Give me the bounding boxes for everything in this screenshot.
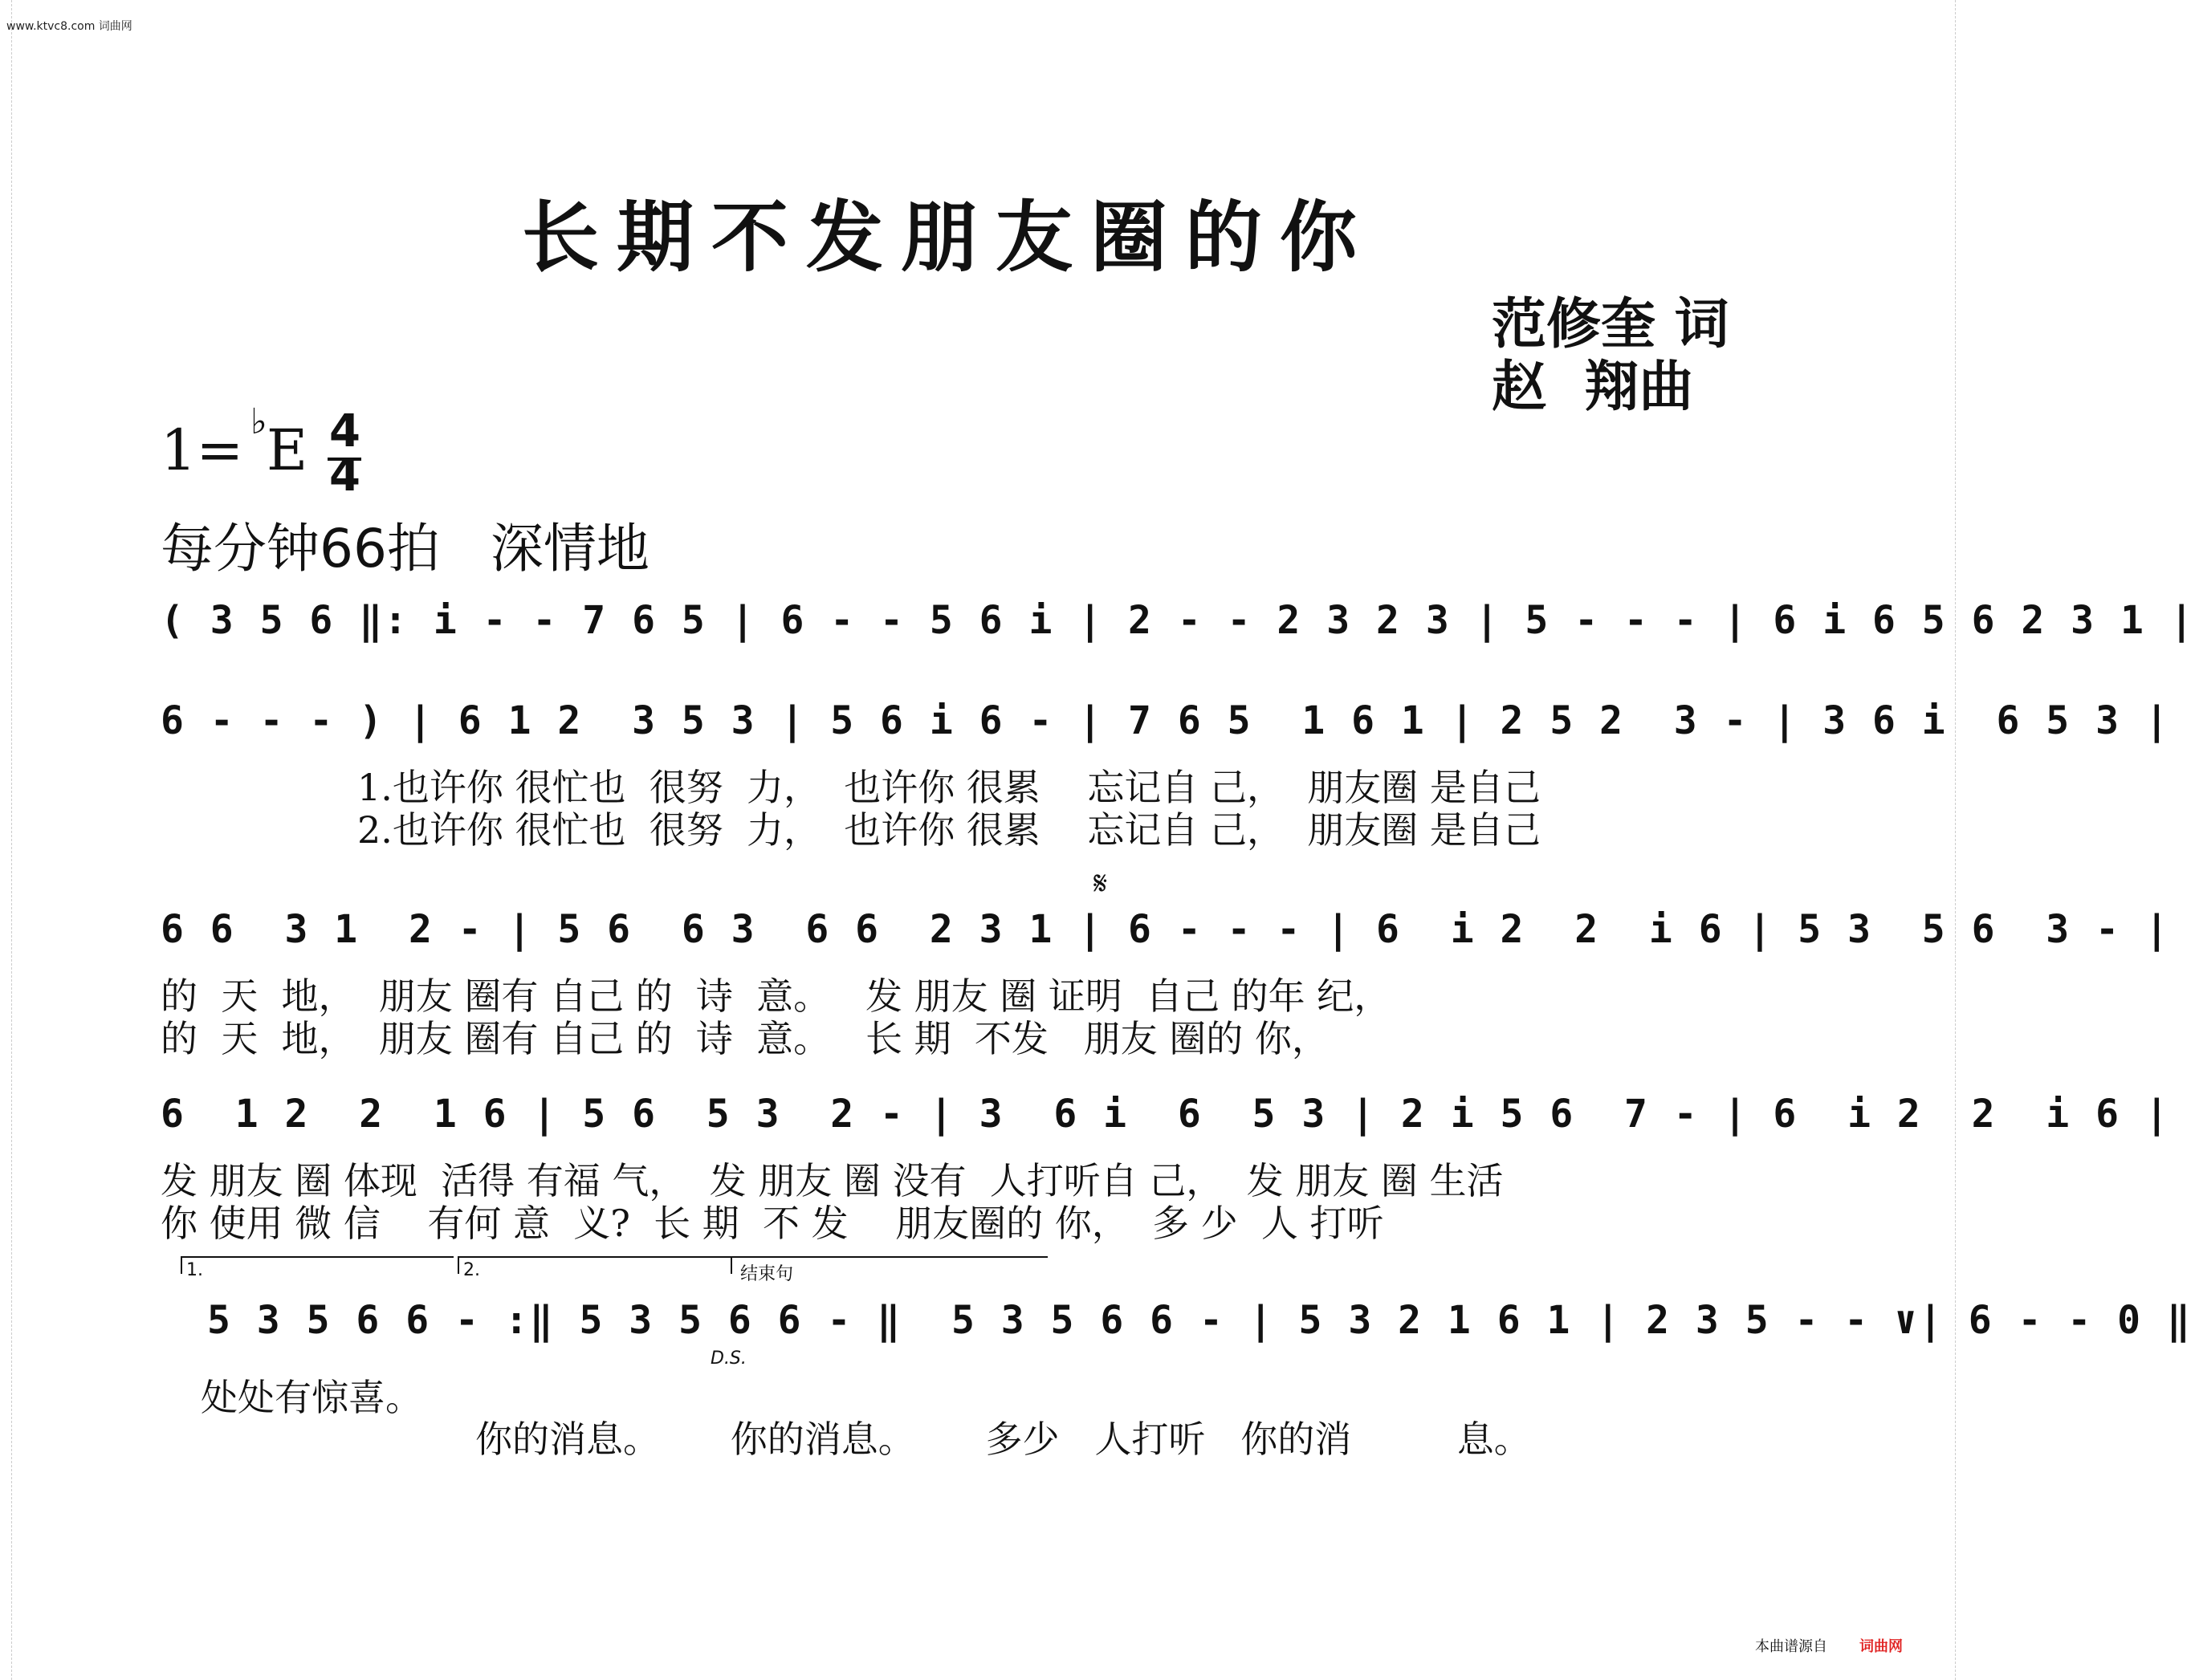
segno-sign: 𝄋 [1093, 865, 1108, 902]
ending-3-bracket [731, 1256, 1048, 1258]
lyrics-row-2-verse-1: 1.也许你 很忙也 很努 力， 也许你 很累 忘记自 己， 朋友圈 是自己 [357, 766, 1541, 809]
ending-1-label: 1. [186, 1260, 203, 1280]
notation-row-3: 6 6 3 1 2 - | 5 6 6 3 6 6 2 3 1 | 6 - - - | 6 i 2 2 i 6 | 5 3 5 6 3 - | [161, 907, 2170, 952]
ending-2-label: 2. [463, 1260, 480, 1280]
ending-3-bracket-tick [731, 1256, 732, 1274]
lyrics-row-4-verse-2: 你 使用 微 信 有何 意 义? 长 期 不 发 朋友圈的 你， 多 少 人 打听 [161, 1202, 1384, 1245]
ending-1-bracket [181, 1256, 454, 1258]
lyrics-row-4-verse-1: 发 朋友 圈 体现 活得 有福 气， 发 朋友 圈 没有 人打听自 己， 发 朋友 圈 生活 [161, 1159, 1504, 1202]
time-sig-top: 4 [329, 405, 360, 458]
footer-source [1746, 1618, 1903, 1656]
lyrics-row-5-verse-2: 你的消息。 你的消息。 多少 人打听 你的消 息。 [475, 1418, 1531, 1461]
footer-brand[interactable]: 词曲网 [1859, 1638, 1903, 1655]
lyricist-credit: 范修奎 词 [1492, 293, 1729, 356]
notation-row-5: 5 3 5 6 6 - :‖ 5 3 5 6 6 - ‖ 5 3 5 6 6 - | 5 3 2 1 6 1 | 2 3 5 - - ∨| 6 - - 0 ‖ [207, 1298, 2192, 1343]
lyrics-row-3-verse-2: 的 天 地， 朋友 圈有 自己 的 诗 意。 长 期 不发 朋友 圈的 你， [161, 1017, 1329, 1060]
composer-credit: 赵 翔曲 [1492, 356, 1694, 419]
ds-marking: D.S. [711, 1348, 747, 1369]
ending-2-bracket [458, 1256, 731, 1258]
ending-1-bracket-tick [181, 1256, 182, 1274]
lyrics-row-5-verse-1: 处处有惊喜。 [201, 1376, 422, 1419]
left-scan-edge [0, 0, 12, 1680]
key-prefix: 1= [161, 417, 244, 483]
notation-row-1: ( 3 5 6 ‖: i - - 7 6 5 | 6 - - 5 6 i | 2 - - 2 3 2 3 | 5 - - - | 6 i 6 5 6 2 3 1 | [161, 598, 2195, 643]
tempo-marking: 每分钟66拍 深情地 [161, 518, 650, 580]
right-scan-edge [1955, 0, 1967, 1680]
song-title: 长期不发朋友圈的你 [522, 193, 1374, 283]
lyrics-row-3-verse-1: 的 天 地， 朋友 圈有 自己 的 诗 意。 发 朋友 圈 证明 自己 的年 纪， [161, 974, 1391, 1018]
notation-row-2: 6 - - - ) | 6 1 2 3 5 3 | 5 6 i 6 - | 7 6 5 1 6 1 | 2 5 2 3 - | 3 6 i 6 5 3 | [161, 698, 2170, 743]
footer-source-text: 本曲谱源自 [1755, 1638, 1827, 1655]
ending-2-bracket-tick [458, 1256, 459, 1274]
key-note: E [267, 417, 308, 483]
site-watermark: www.ktvc8.com 词曲网 [6, 20, 132, 33]
flat-sign: ♭ [250, 401, 267, 442]
time-sig-bottom: 4 [329, 449, 360, 502]
ending-3-label: 结束句 [740, 1264, 794, 1284]
lyrics-row-2-verse-2: 2.也许你 很忙也 很努 力， 也许你 很累 忘记自 己， 朋友圈 是自己 [357, 808, 1541, 852]
notation-row-4: 6 1 2 2 1 6 | 5 6 5 3 2 - | 3 6 i 6 5 3 | 2 i 5 6 7 - | 6 i 2 2 i 6 | [161, 1092, 2170, 1137]
